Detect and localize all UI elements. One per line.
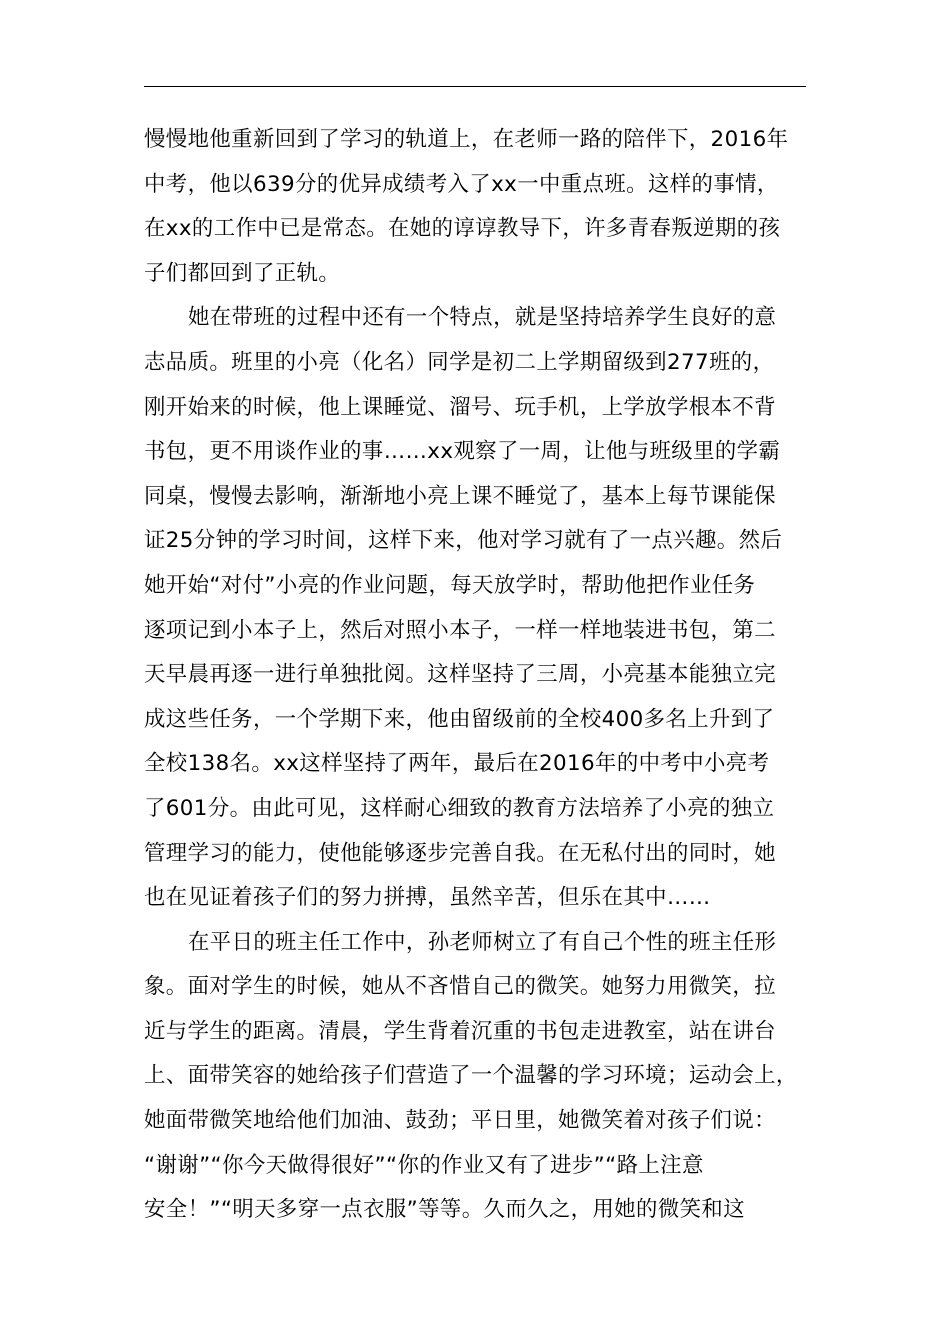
- paragraph-2-line-1: 她在带班的过程中还有一个特点，就是坚持培养学生良好的意: [188, 305, 777, 331]
- paragraph-2-line-14: 也在见证着孩子们的努力拼搏，虽然辛苦，但乐在其中……: [144, 885, 711, 911]
- paragraph-3-line-3: 近与学生的距离。清晨，学生背着沉重的书包走进教室，站在讲台: [144, 1018, 776, 1044]
- paragraph-1-line-2: 中考，他以639分的优异成绩考入了xx一中重点班。这样的事情，: [144, 171, 779, 197]
- paragraph-2-line-7: 她开始“对付”小亮的作业问题，每天放学时，帮助他把作业任务: [144, 572, 756, 598]
- paragraph-2-line-12: 了601分。由此可见，这样耐心细致的教育方法培养了小亮的独立: [144, 795, 775, 821]
- paragraph-3-line-5: 她面带微笑地给他们加油、鼓劲；平日里，她微笑着对孩子们说：: [144, 1108, 776, 1134]
- document-body: [144, 118, 806, 1233]
- paragraph-2-line-9: 天早晨再逐一进行单独批阅。这样坚持了三周，小亮基本能独立完: [144, 662, 776, 688]
- paragraph-3-line-1: 在平日的班主任工作中，孙老师树立了有自己个性的班主任形: [188, 929, 777, 955]
- paragraph-3-line-6: “谢谢”“你今天做得很好”“你的作业又有了进步”“路上注意: [144, 1152, 704, 1178]
- paragraph-3-line-7: 安全！”“明天多穿一点衣服”等等。久而久之，用她的微笑和这: [144, 1197, 746, 1223]
- paragraph-2-line-2: 志品质。班里的小亮（化名）同学是初二上学期留级到277班的，: [144, 349, 775, 375]
- paragraph-2-line-11: 全校138名。xx这样坚持了两年，最后在2016年的中考中小亮考: [144, 751, 770, 777]
- header-rule: [144, 86, 806, 87]
- paragraph-2-line-6: 证25分钟的学习时间，这样下来，他对学习就有了一点兴趣。然后: [144, 528, 783, 554]
- paragraph-3-line-4: 上、面带笑容的她给孩子们营造了一个温馨的学习环境；运动会上，: [144, 1063, 798, 1089]
- paragraph-3-line-2: 象。面对学生的时候，她从不吝惜自己的微笑。她努力用微笑，拉: [144, 974, 776, 1000]
- paragraph-1-line-4: 子们都回到了正轨。: [144, 260, 341, 286]
- paragraph-1-line-1: 慢慢地他重新回到了学习的轨道上，在老师一路的陪伴下，2016年: [144, 127, 789, 152]
- paragraph-2-line-4: 书包，更不用谈作业的事……xx观察了一周，让他与班级里的学霸: [144, 439, 781, 465]
- paragraph-1-line-3: 在xx的工作中已是常态。在她的谆谆教导下，许多青春叛逆期的孩: [144, 216, 781, 242]
- paragraph-2-line-13: 管理学习的能力，使他能够逐步完善自我。在无私付出的同时，她: [144, 840, 776, 866]
- paragraph-3: [144, 921, 806, 1233]
- paragraph-2-line-3: 刚开始来的时候，他上课睡觉、溜号、玩手机，上学放学根本不背: [144, 394, 776, 420]
- paragraph-2: [144, 296, 806, 920]
- paragraph-2-line-5: 同桌，慢慢去影响，渐渐地小亮上课不睡觉了，基本上每节课能保: [144, 483, 776, 509]
- paragraph-1: [144, 118, 806, 296]
- paragraph-2-line-8: 逐项记到小本子上，然后对照小本子，一样一样地装进书包，第二: [144, 617, 776, 643]
- paragraph-2-line-10: 成这些任务，一个学期下来，他由留级前的全校400多名上升到了: [144, 706, 775, 732]
